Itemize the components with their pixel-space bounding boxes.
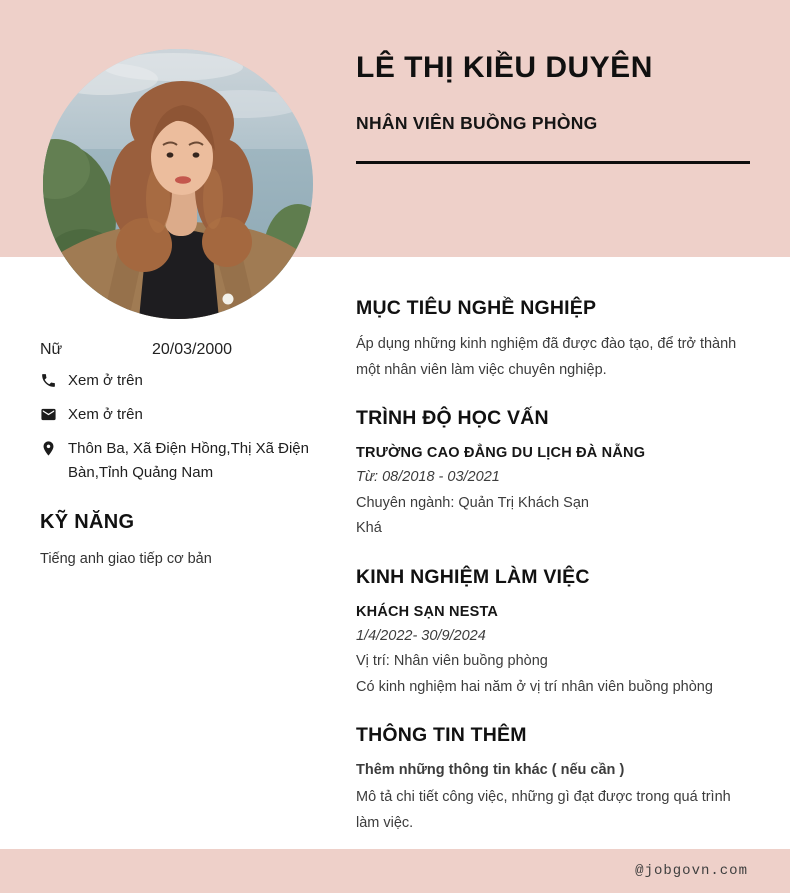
address-item bbox=[40, 437, 328, 485]
experience-company: KHÁCH SẠN NESTA bbox=[356, 603, 499, 620]
gender-dob-row bbox=[40, 341, 328, 359]
header-divider bbox=[356, 161, 750, 164]
footer-band bbox=[0, 849, 790, 893]
experience-position: Vị trí: Nhân viên buồng phòng bbox=[356, 653, 548, 669]
address-value: Thôn Ba, Xã Điện Hồng,Thị Xã Điện Bàn,Tỉnh Quảng Nam bbox=[68, 440, 309, 481]
objective-body: Áp dụng những kinh nghiệm đã được đào tạo, để trở thành một nhân viên làm việc chuyên nghiệp. bbox=[356, 336, 737, 378]
skills-item: Tiếng anh giao tiếp cơ bản bbox=[40, 551, 212, 567]
additional-subheading: Thêm những thông tin khác ( nếu cần ) bbox=[356, 762, 625, 778]
additional-heading: THÔNG TIN THÊM bbox=[356, 724, 527, 746]
watermark: @jobgovn.com bbox=[635, 863, 748, 879]
profile-photo-illustration bbox=[43, 49, 313, 319]
education-heading: TRÌNH ĐỘ HỌC VẤN bbox=[356, 407, 549, 429]
candidate-name: LÊ THỊ KIỀU DUYÊN bbox=[356, 51, 653, 84]
dob-value: 20/03/2000 bbox=[152, 341, 233, 358]
header-text-block bbox=[356, 50, 756, 164]
education-school: TRƯỜNG CAO ĐẲNG DU LỊCH ĐÀ NẴNG bbox=[356, 445, 646, 461]
email-item bbox=[40, 403, 328, 427]
section-education bbox=[356, 406, 756, 542]
experience-description: Có kinh nghiệm hai năm ở vị trí nhân viên buồng phòng bbox=[356, 678, 713, 695]
location-icon bbox=[40, 440, 57, 457]
gender-item bbox=[40, 341, 152, 359]
experience-period: 1/4/2022- 30/9/2024 bbox=[356, 627, 486, 644]
job-title: NHÂN VIÊN BUỒNG PHÒNG bbox=[356, 113, 598, 133]
education-major: Chuyên ngành: Quản Trị Khách Sạn bbox=[356, 494, 589, 511]
email-value: Xem ở trên bbox=[68, 406, 143, 423]
phone-value: Xem ở trên bbox=[68, 372, 143, 389]
phone-icon bbox=[40, 372, 57, 389]
experience-heading: KINH NGHIỆM LÀM VIỆC bbox=[356, 565, 590, 588]
right-column bbox=[356, 296, 756, 859]
skills-heading: KỸ NĂNG bbox=[40, 511, 135, 533]
objective-heading: MỤC TIÊU NGHỀ NGHIỆP bbox=[356, 297, 597, 319]
education-period: Từ: 08/2018 - 03/2021 bbox=[356, 469, 500, 485]
dob-item bbox=[152, 341, 232, 359]
section-additional bbox=[356, 723, 756, 836]
profile-photo bbox=[43, 49, 313, 319]
education-grade: Khá bbox=[356, 520, 382, 536]
phone-item bbox=[40, 369, 328, 393]
additional-placeholder: Mô tả chi tiết công việc, những gì đạt được trong quá trình làm việc. bbox=[356, 788, 731, 831]
email-icon bbox=[40, 406, 57, 423]
section-experience bbox=[356, 565, 756, 701]
gender-value: Nữ bbox=[40, 341, 63, 358]
section-objective bbox=[356, 296, 756, 383]
left-column bbox=[40, 341, 328, 570]
